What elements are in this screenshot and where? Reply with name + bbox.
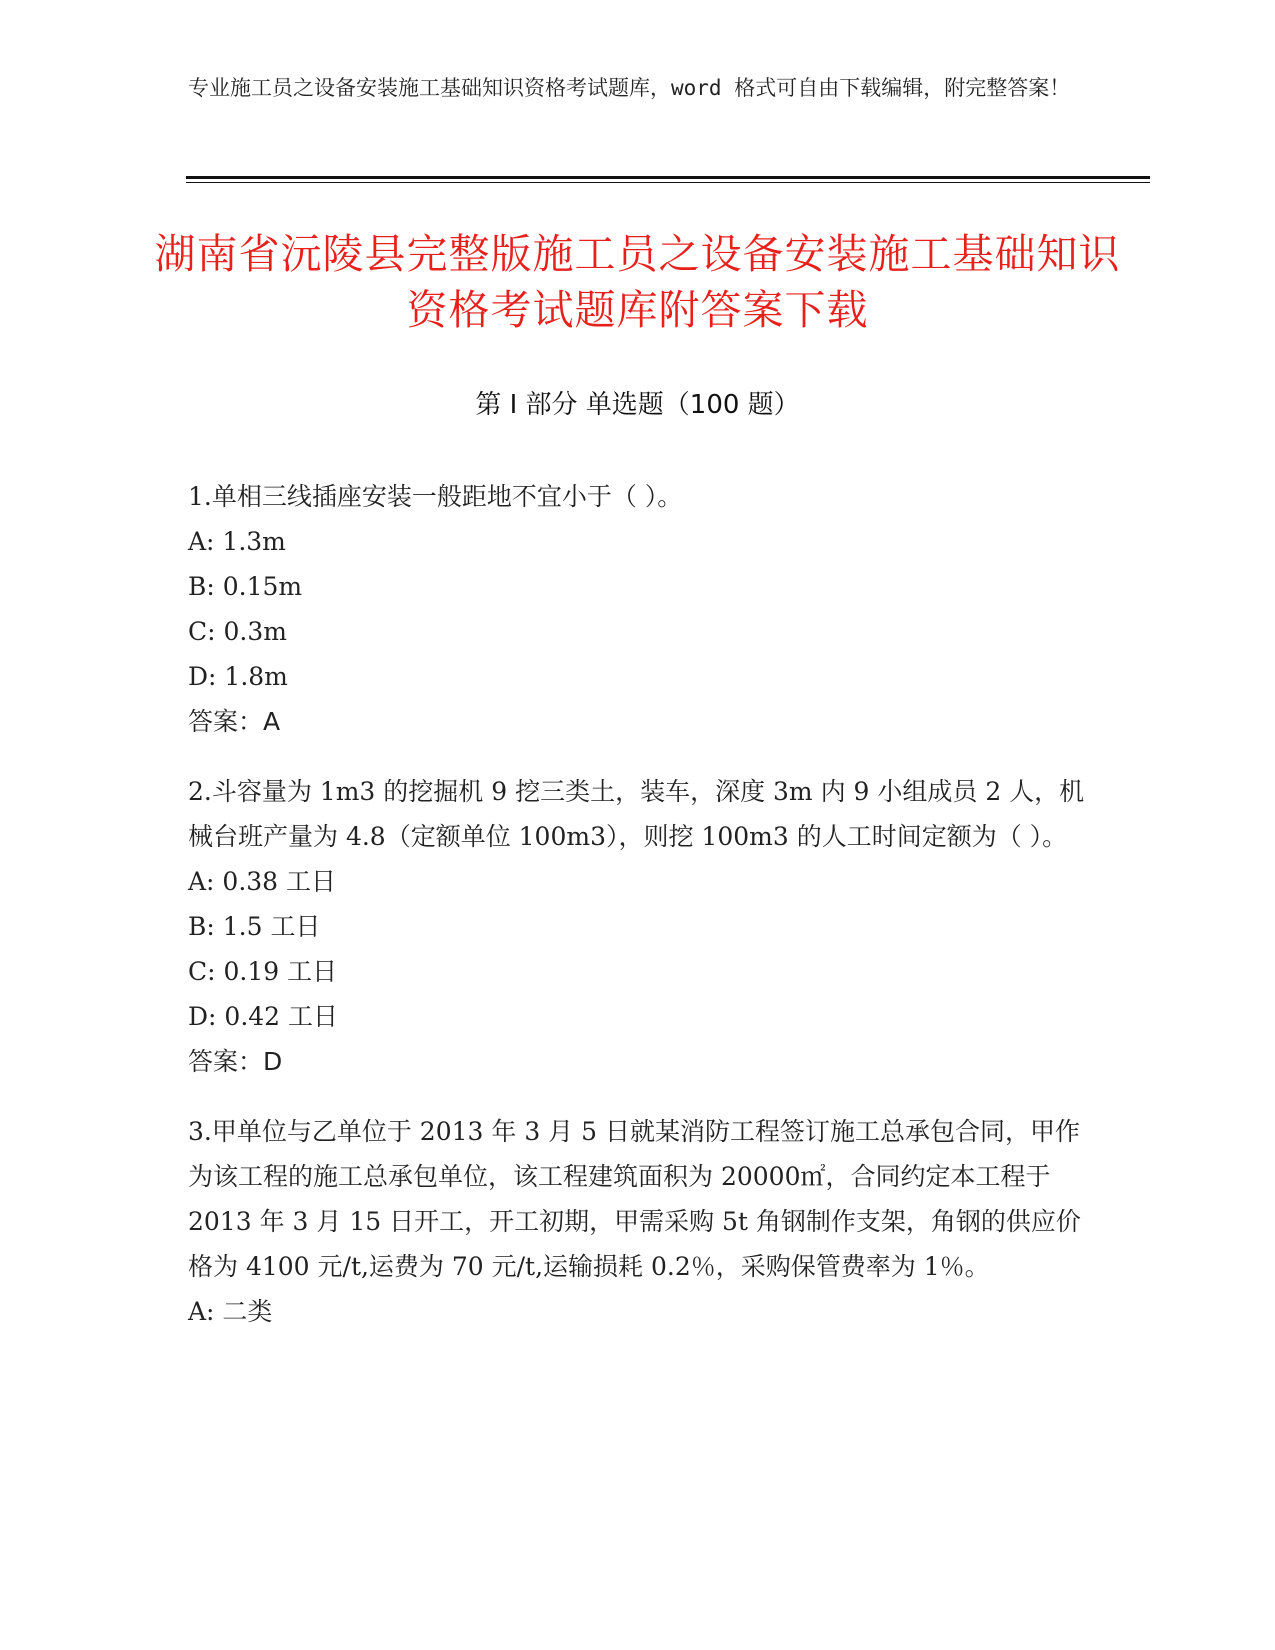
- section-heading: 第 I 部分 单选题（100 题）: [475, 390, 800, 420]
- option-d: D: 0.42 工日: [188, 1002, 339, 1031]
- question-item: [188, 474, 1088, 744]
- option-b: B: 0.15m: [188, 572, 303, 601]
- question-text: 3.甲单位与乙单位于 2013 年 3 月 5 日就某消防工程签订施工总承包合同，甲作为该工程的施工总承包单位，该工程建筑面积为 20000㎡，合同约定本工程于 2013 年 3 月 15 日开工，开工初期，甲需采购 5t 角钢制作支架，角钢的供应价格为 4100 元/t,运费为 70 元/t,运输损耗 0.2％，采购保管费率为 1％。: [188, 1117, 1081, 1281]
- question-text: 2.斗容量为 1m3 的挖掘机 9 挖三类土，装车，深度 3m 内 9 小组成员 2 人，机械台班产量为 4.8（定额单位 100m3），则挖 100m3 的人工时间定额为（ ）。: [188, 777, 1085, 851]
- question-item: [188, 769, 1088, 1084]
- document-title: 湖南省沅陵县完整版施工员之设备安装施工基础知识资格考试题库附答案下载: [154, 230, 1121, 334]
- option-c: C: 0.19 工日: [188, 957, 338, 986]
- question-list: [188, 474, 1088, 1359]
- header-note: 专业施工员之设备安装施工基础知识资格考试题库，word 格式可自由下载编辑，附完整答案！: [188, 76, 1071, 100]
- option-a: A: 二类: [188, 1297, 273, 1326]
- header-divider-thick: [186, 176, 1150, 179]
- option-d: D: 1.8m: [188, 662, 288, 691]
- question-item: [188, 1109, 1088, 1334]
- question-text: 1.单相三线插座安装一般距地不宜小于（ ）。: [188, 482, 683, 511]
- option-c: C: 0.3m: [188, 617, 287, 646]
- option-b: B: 1.5 工日: [188, 912, 321, 941]
- answer-text: 答案：D: [188, 1047, 283, 1076]
- option-a: A: 1.3m: [188, 527, 286, 556]
- answer-text: 答案：A: [188, 707, 281, 736]
- header-divider-thin: [186, 182, 1150, 183]
- option-a: A: 0.38 工日: [188, 867, 337, 896]
